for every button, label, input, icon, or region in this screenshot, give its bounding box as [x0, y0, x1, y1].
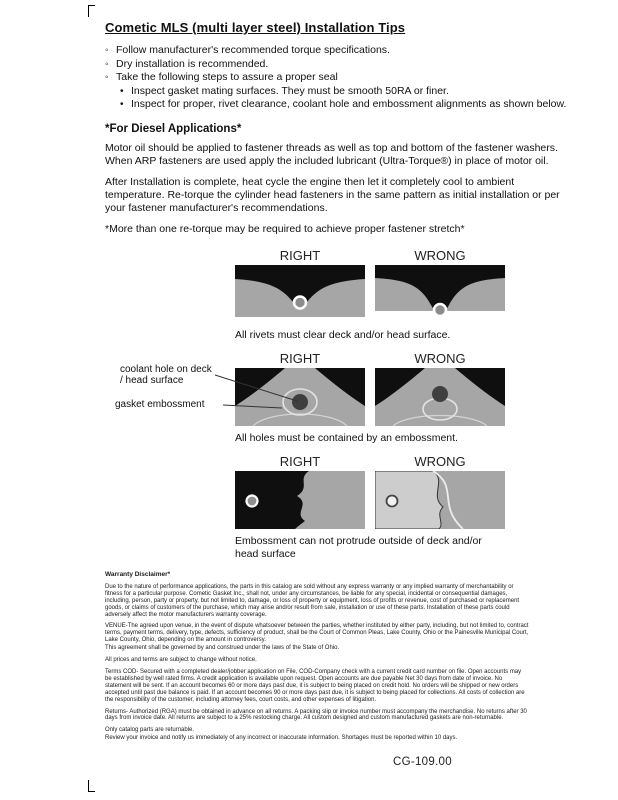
figure-panels — [235, 265, 505, 323]
page-content — [105, 20, 575, 571]
tip-sub-item — [120, 98, 575, 112]
warranty-disclaimer-heading: Warranty Disclaimer* — [105, 571, 171, 578]
crop-mark-bottom-left — [88, 780, 95, 792]
coolant-hole-right-diagram — [235, 368, 365, 426]
disclaimer-paragraph: Review your invoice and notify us immediately of any incorrect or inaccurate information. Shortages must be reported within 10 days. — [105, 735, 458, 742]
rivet-clearance-wrong-diagram — [375, 265, 505, 323]
wrong-label: WRONG — [414, 453, 466, 469]
right-label: RIGHT — [279, 453, 321, 469]
right-label: RIGHT — [279, 350, 321, 366]
warranty-disclaimer — [105, 572, 529, 747]
tip-text: • Inspect gasket mating surfaces. They must be smooth 50RA or finer. — [131, 84, 449, 97]
disclaimer-paragraph: Returns- Authorized (RGA) must be obtained in advance on all returns. A packing slip or invoice number must accompany the merchandise. No returns after 30 days from invoice date. All returns are subject to a 25% restocking charge. All custom designed and custom manufactured gaskets are non-returnable. — [105, 708, 527, 722]
figure-row-rivets — [235, 248, 505, 341]
figures-section — [115, 247, 505, 561]
page-code: CG-109.00 — [393, 756, 452, 768]
gasket-embossment-label: gasket embossment — [115, 398, 205, 410]
figure-labels — [235, 454, 505, 469]
tip-item — [105, 44, 575, 58]
disclaimer-paragraph: Due to the nature of performance applications, the parts in this catalog are sold without any express warranty or any implied warranty of merchantability or fitness for a particular purpose. Cometic Gasket Inc., shall not, under any circumstances, be liable for any special, incidental or consequential damages, including, person, party or property, but not limited to, damage, or loss of property or equipment, loss of profits or revenue, cost of purchased or replacement goods, or claims of customers of the purchase, which may arise and/or result from sale, installation or use of these parts. Installation of these parts could adversely affect the motor manufacturers warranty coverage. — [105, 583, 520, 618]
figure-panels — [235, 368, 505, 426]
figure-labels — [235, 248, 505, 263]
figure-caption-rivets: All rivets must clear deck and/or head surface. — [235, 328, 451, 341]
figure-row-holes — [115, 350, 505, 444]
diesel-applications-heading: *For Diesel Applications* — [105, 122, 242, 135]
disclaimer-paragraph: Terms COD- Secured with a completed dealer/jobber application on File, COD-Company check with a current credit card number on file. Open accounts may be established by well rated firms. A credit application is available upon request. Open accounts are due payable Net 30 days from date of invoice. No statement will be sent. If an account becomes 60 or more days past due, it is subject to being placed on credit hold. No orders will be shipped or new orders accepted until past due balance is paid. If an account becomes 90 or more days past due, it is subject to being placed for collections. All costs of collection are the responsibility of the customer, including attorney fees, court costs, and other expenses of litigation. — [105, 668, 525, 703]
tip-text: • Inspect for proper, rivet clearance, coolant hole and embossment alignments as shown below. — [131, 98, 567, 110]
diesel-paragraph-1: Motor oil should be applied to fastener threads as well as top and bottom of the fastener washers. When ARP fasteners are used apply the included lubricant (Ultra-Torque®) in place of motor oil. — [105, 141, 558, 167]
tip-text: ◦ Follow manufacturer's recommended torque specifications. — [116, 44, 390, 56]
figure-labels — [235, 351, 505, 366]
crop-mark-top-left — [88, 5, 95, 17]
right-label: RIGHT — [279, 247, 321, 263]
figure-panels — [235, 471, 505, 529]
retorque-note: *More than one re-torque may be required to achieve proper fastener stretch* — [105, 222, 465, 235]
embossment-wrong-diagram — [375, 471, 505, 529]
figure-row-embossment — [235, 454, 505, 561]
rivet-clearance-right-diagram — [235, 265, 365, 323]
embossment-right-diagram — [235, 471, 365, 529]
wrong-label: WRONG — [414, 350, 466, 366]
figure-caption-holes: All holes must be contained by an embossment. — [235, 431, 458, 444]
disclaimer-paragraph: All prices and terms are subject to change without notice. — [105, 657, 257, 664]
figure-caption-embossment: Embossment can not protrude outside of deck and/or head surface — [235, 534, 482, 560]
wrong-label: WRONG — [414, 247, 466, 263]
tip-text: ◦ Take the following steps to assure a proper seal — [116, 71, 338, 83]
page-title: Cometic MLS (multi layer steel) Installation Tips — [105, 20, 406, 35]
tip-item — [105, 58, 575, 72]
disclaimer-paragraph: This agreement shall be governed by and construed under the laws of the State of Ohio. — [105, 645, 340, 652]
coolant-hole-wrong-diagram — [375, 368, 505, 426]
tip-text: ◦ Dry installation is recommended. — [116, 57, 269, 70]
coolant-hole-label: coolant hole on deck / head surface — [120, 363, 212, 386]
disclaimer-paragraph: Only catalog parts are returnable. — [105, 727, 195, 734]
tip-item — [105, 71, 575, 85]
diesel-paragraph-2: After Installation is complete, heat cycle the engine then let it completely cool to ambient temperature. Re-torque the cylinder head fasteners in the same pattern as initial installation or per your fastener manufacturer's recommendations. — [105, 175, 560, 214]
disclaimer-paragraph: VENUE-The agreed upon venue, in the event of dispute whatsoever between the parties, whether instituted by either party, including, but not limited to, contract terms, payment terms, delivery, type, defects, sufficiency of product, shall be the Court of Common Pleas, Lake County, Ohio or the Painesville Municipal Court, Lake County, Ohio, depending on the amount in controversy. — [105, 623, 529, 644]
tip-sub-item — [120, 85, 575, 99]
